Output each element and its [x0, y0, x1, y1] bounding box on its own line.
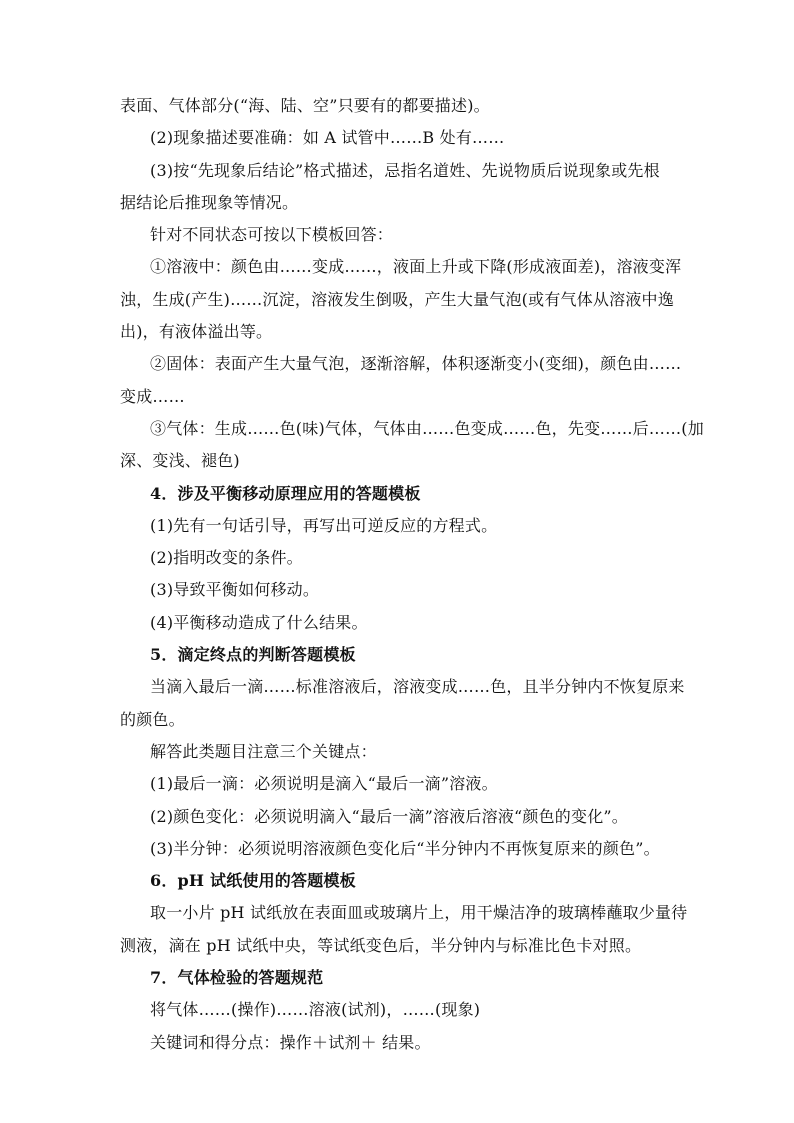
text-line: (3)按“先现象后结论”格式描述，忌指名道姓、先说物质后说现象或先根	[150, 160, 660, 180]
text-line: ③气体：生成……色(味)气体，气体由……色变成……色，先变……后……(加	[150, 418, 704, 438]
text-line: 将气体……(操作)……溶液(试剂)，……(现象)	[150, 1000, 481, 1020]
text-line: 浊，生成(产生)……沉淀，溶液发生倒吸，产生大量气泡(或有气体从溶液中逸	[120, 289, 674, 309]
text-line: 当滴入最后一滴……标准溶液后，溶液变成……色，且半分钟内不恢复原来	[150, 677, 685, 697]
text-line: 针对不同状态可按以下模板回答：	[150, 225, 394, 245]
text-line: 表面、气体部分(“海、陆、空”只要有的都要描述)。	[120, 96, 490, 115]
text-line: 据结论后推现象等情况。	[120, 192, 299, 212]
text-line: (1)先有一句话引导，再写出可逆反应的方程式。	[150, 515, 498, 535]
text-line: 关键词和得分点：操作＋试剂＋ 结果。	[150, 1032, 431, 1052]
text-line: (2)指明改变的条件。	[150, 548, 303, 568]
text-line: ②固体：表面产生大量气泡，逐渐溶解，体积逐渐变小(变细)，颜色由……	[150, 354, 682, 374]
text-line: 解答此类题目注意三个关键点：	[150, 741, 377, 761]
section-heading: 4．涉及平衡移动原理应用的答题模板	[150, 483, 421, 503]
text-line: 测液，滴在 pH 试纸中央，等试纸变色后，半分钟内与标准比色卡对照。	[120, 935, 642, 955]
text-line: ①溶液中：颜色由……变成……，液面上升或下降(形成液面差)，溶液变浑	[150, 257, 682, 277]
text-line: 的颜色。	[120, 709, 185, 729]
section-heading: 6．pH 试纸使用的答题模板	[150, 871, 356, 891]
text-line: (3)导致平衡如何移动。	[150, 580, 320, 600]
text-line: 出)，有液体溢出等。	[120, 322, 273, 342]
text-line: 深、变浅、褪色)	[120, 451, 240, 471]
text-line: 变成……	[120, 386, 185, 406]
text-line: (4)平衡移动造成了什么结果。	[150, 612, 368, 632]
document-body	[120, 90, 704, 1059]
text-line: (1)最后一滴：必须说明是滴入“最后一滴”溶液。	[150, 774, 498, 794]
text-line: (3)半分钟：必须说明溶液颜色变化后“半分钟内不再恢复原来的颜色”。	[150, 838, 660, 858]
text-line: (2)颜色变化：必须说明滴入“最后一滴”溶液后溶液“颜色的变化”。	[150, 806, 628, 826]
text-line: 取一小片 pH 试纸放在表面皿或玻璃片上，用干燥洁净的玻璃棒蘸取少量待	[150, 903, 688, 923]
section-heading: 7．气体检验的答题规范	[150, 968, 324, 988]
text-line: (2)现象描述要准确：如 A 试管中……B 处有……	[150, 128, 505, 148]
section-heading: 5．滴定终点的判断答题模板	[150, 645, 356, 665]
